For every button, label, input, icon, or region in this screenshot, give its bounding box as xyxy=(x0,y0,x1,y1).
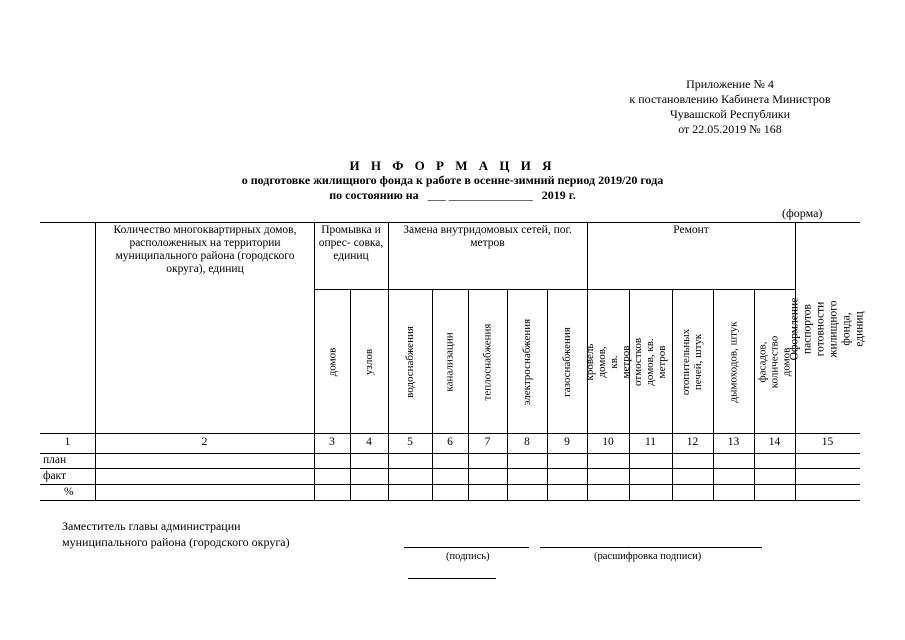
col-number-11: 11 xyxy=(644,436,657,448)
subheader-chimneys: дымоходов, штук xyxy=(727,320,740,403)
col-number-1: 1 xyxy=(64,436,71,448)
col-line-1 xyxy=(95,222,96,500)
report-table xyxy=(40,222,866,502)
col-number-5: 5 xyxy=(407,436,413,448)
subheader-facades: фасадов, количество домов xyxy=(756,335,793,388)
plan-row-bottom xyxy=(40,468,860,469)
col-number-6: 6 xyxy=(447,436,453,448)
header-bottom-line xyxy=(40,433,860,434)
col-number-8: 8 xyxy=(524,436,530,448)
subheader-stoves: отопительных печей, штук xyxy=(680,328,705,395)
subheader-roofs: кровель домов, кв. метров xyxy=(584,343,632,380)
header-houses-count: Количество многоквартирных домов, расположенных на территории муниципального района (городского округа), единиц xyxy=(113,224,297,275)
subheader-sewer: канализации xyxy=(444,331,457,392)
col-number-14: 14 xyxy=(768,436,781,448)
form-label: (форма) xyxy=(782,206,823,220)
signature-caption: (подпись) xyxy=(446,551,490,562)
fact-row-bottom xyxy=(40,484,860,485)
table-border-top xyxy=(40,222,860,223)
col-number-13: 13 xyxy=(727,436,740,448)
subheader-houses: домов xyxy=(325,347,338,376)
state-year: 2019 г. xyxy=(541,188,576,202)
subheader-electric: электроснабжения xyxy=(521,318,534,405)
col-number-12: 12 xyxy=(686,436,699,448)
signature-decode-line xyxy=(540,547,762,548)
date-line xyxy=(408,578,496,579)
row-label-percent: % xyxy=(64,486,74,498)
row-label-fact: факт xyxy=(43,470,67,482)
header-replacement: Замена внутридомовых сетей, пог. метров xyxy=(403,224,572,249)
signature-block xyxy=(62,518,290,550)
col-number-9: 9 xyxy=(564,436,570,448)
header-repair: Ремонт xyxy=(673,224,709,236)
subheader-water: водоснабжения xyxy=(404,325,417,398)
annex-line-1: Приложение № 4 xyxy=(686,77,774,91)
title-subtitle: о подготовке жилищного фонда к работе в осенне-зимний период 2019/20 года xyxy=(241,173,664,187)
header-flushing: Промывка и опрес- совка, единиц xyxy=(318,224,384,262)
state-prefix: по состоянию на xyxy=(329,188,419,202)
col-number-3: 3 xyxy=(329,436,335,448)
col-number-4: 4 xyxy=(366,436,372,448)
title-heading: И Н Ф О Р М А Ц И Я xyxy=(349,158,556,173)
col-number-10: 10 xyxy=(602,436,614,448)
subheader-gas: газоснабжения xyxy=(561,326,573,397)
annex-line-4: от 22.05.2019 № 168 xyxy=(678,122,782,136)
annex-line-3: Чувашской Республики xyxy=(669,107,791,121)
state-blank: ___ ______________ xyxy=(427,188,533,202)
signer-title-line-1: Заместитель главы администрации xyxy=(62,519,241,533)
row-label-plan: план xyxy=(43,454,67,466)
header-passports: Оформление паспортов готовности жилищного фонда, единиц xyxy=(788,297,866,360)
signature-line xyxy=(404,547,529,548)
col-number-2: 2 xyxy=(201,436,208,448)
subheader-nodes: узлов xyxy=(363,348,375,375)
document-title xyxy=(0,158,905,203)
signer-title-line-2: муниципального района (городского округа) xyxy=(62,535,290,549)
number-row-bottom xyxy=(40,453,860,454)
annex-line-2: к постановлению Кабинета Министров xyxy=(629,92,831,106)
col-number-7: 7 xyxy=(484,436,491,448)
signature-decode-caption: (расшифровка подписи) xyxy=(594,551,702,562)
col-number-15: 15 xyxy=(821,436,834,448)
subheader-heat: теплоснабжения xyxy=(481,323,494,400)
subheader-blind-areas: отмостков домов, кв. метров xyxy=(632,337,669,386)
percent-row-bottom xyxy=(40,500,860,501)
annex-block xyxy=(560,77,900,137)
title-state-date xyxy=(0,188,905,203)
